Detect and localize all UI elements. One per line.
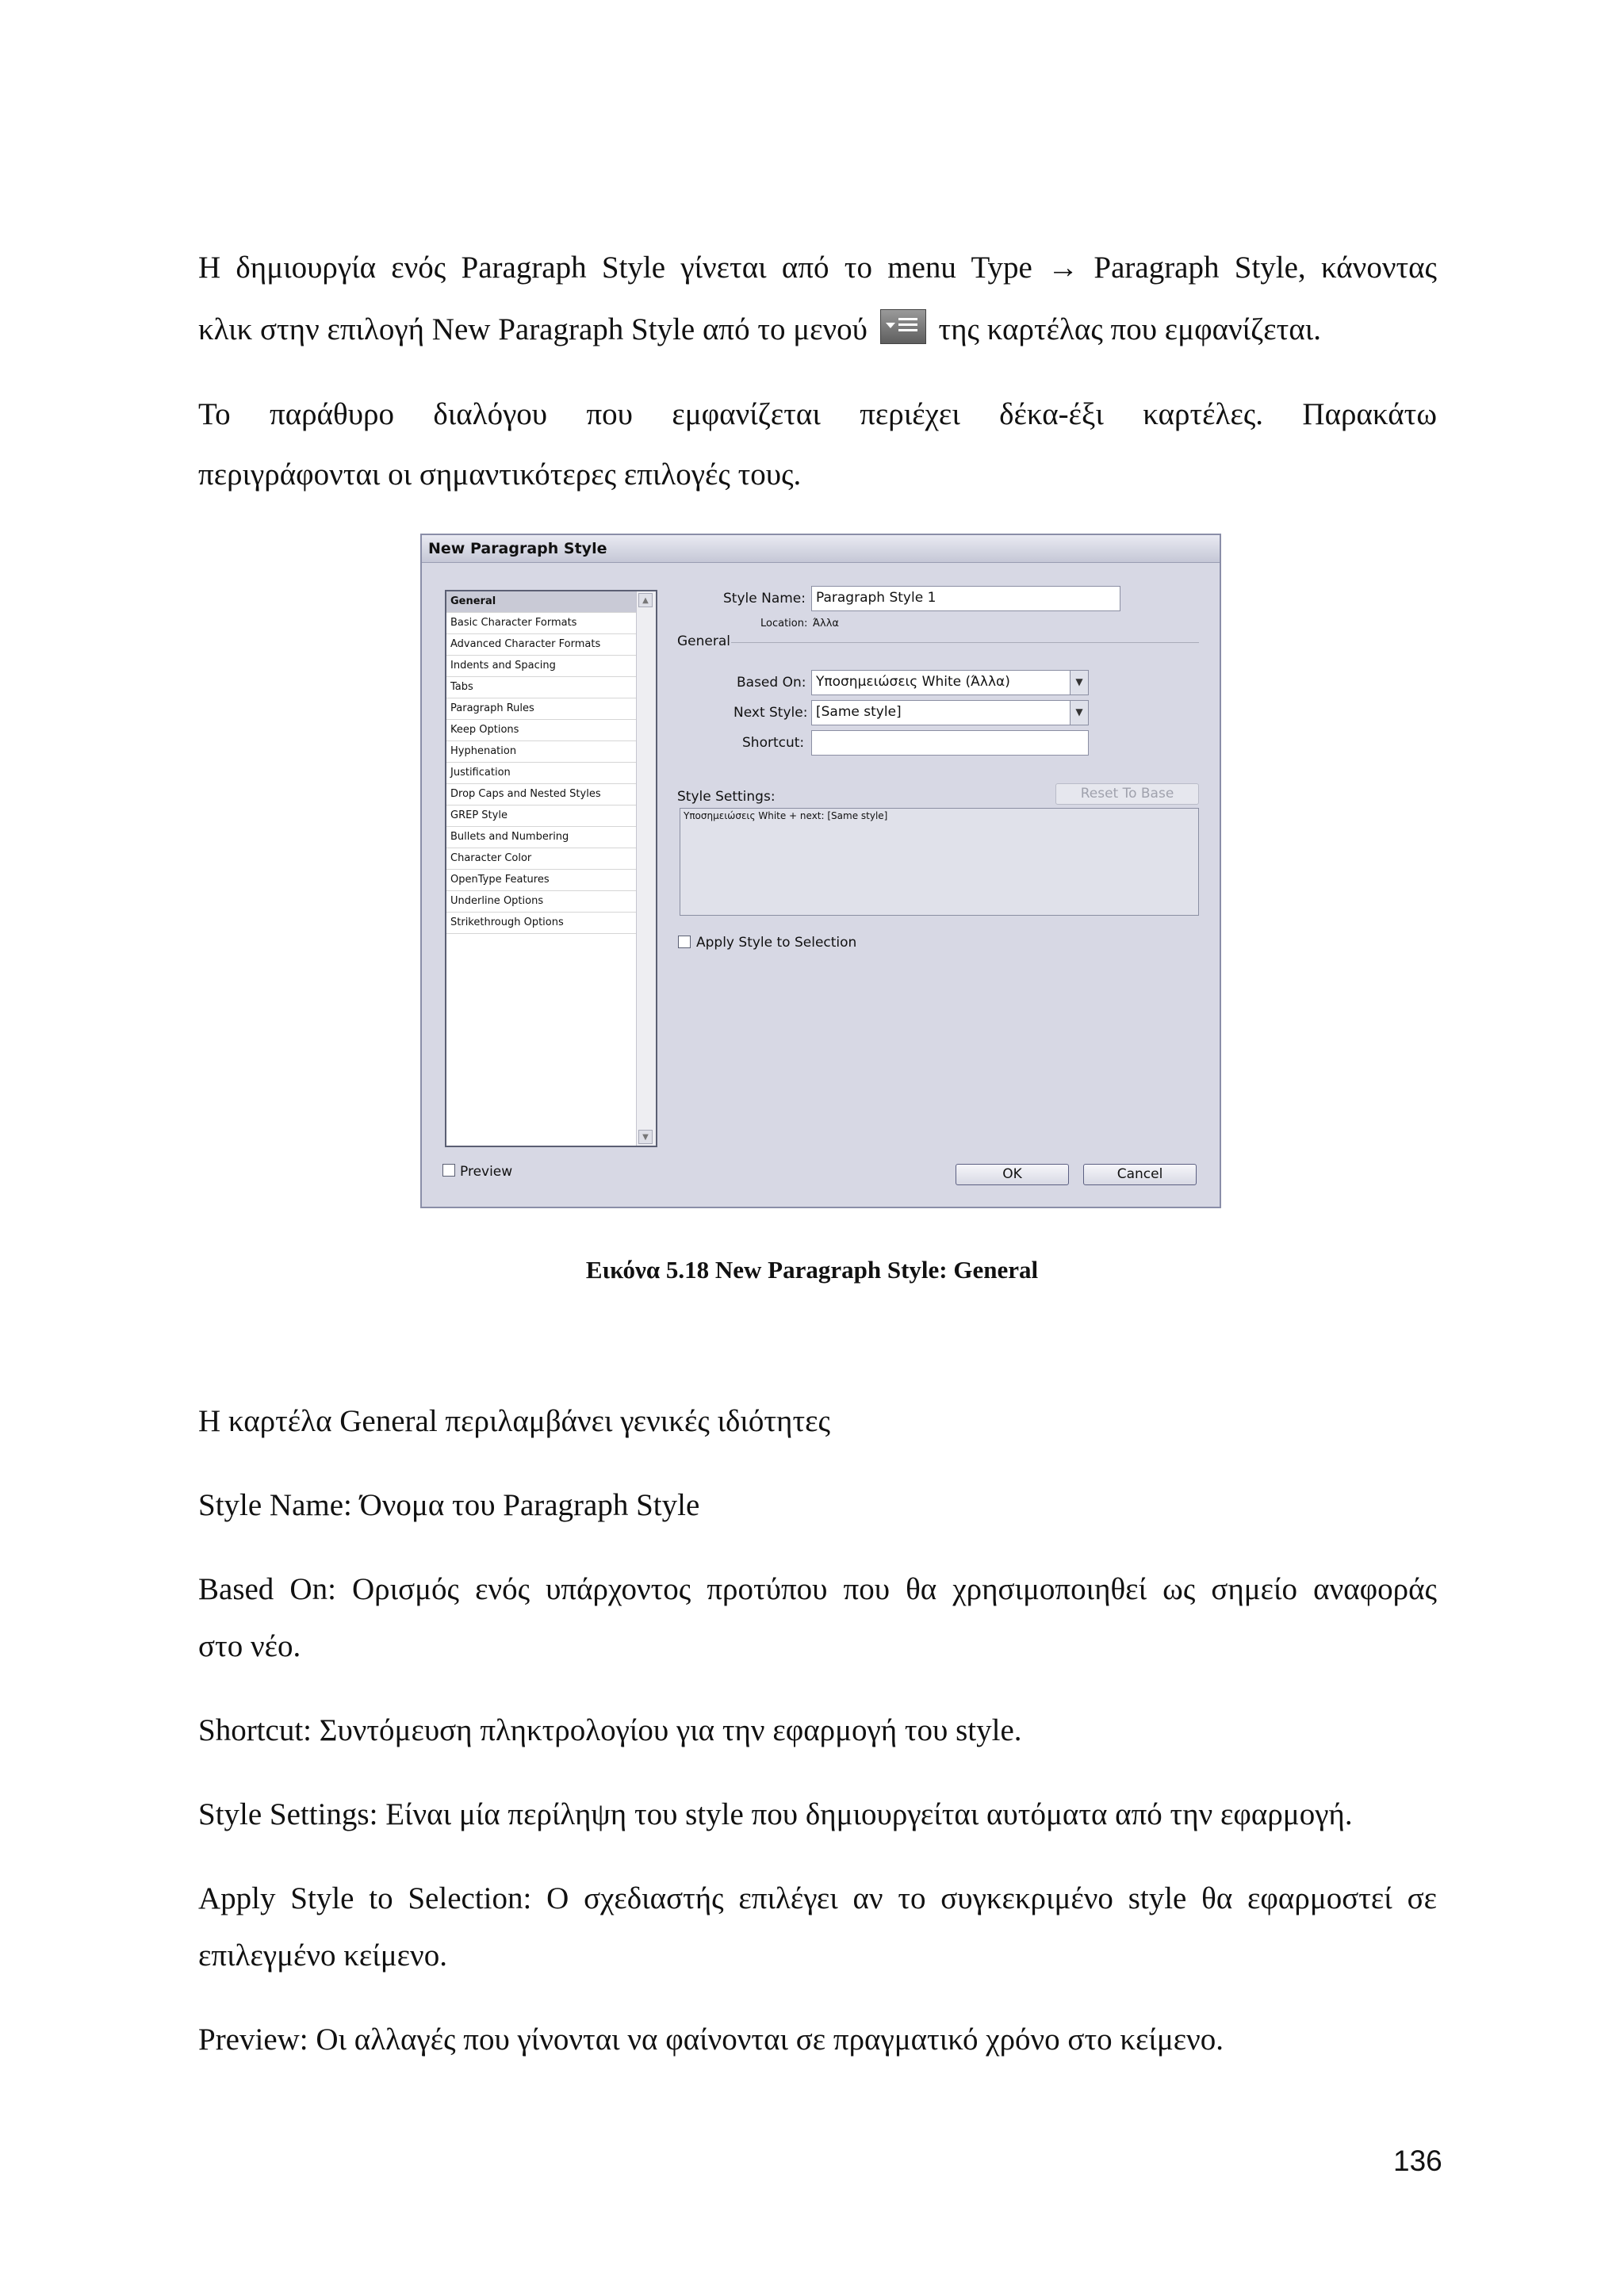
category-item[interactable]: Keep Options (446, 720, 638, 741)
intro-line-1: Η δημιουργία ενός Paragraph Style γίνεται από το menu Type → Paragraph Style, κάνοντας (198, 251, 1437, 285)
body-shortcut: Shortcut: Συντόμευση πληκτρολογίου για την εφαρμογή του style. (198, 1713, 1022, 1747)
body-preview: Preview: Οι αλλαγές που γίνονται να φαίνονται σε πραγματικό χρόνο στο κείμενο. (198, 2022, 1224, 2057)
style-name-input[interactable]: Paragraph Style 1 (811, 586, 1120, 611)
body-general: Η καρτέλα General περιλαμβάνει γενικές ιδιότητες (198, 1404, 830, 1438)
category-item[interactable]: Bullets and Numbering (446, 827, 638, 848)
category-item[interactable]: Paragraph Rules (446, 698, 638, 720)
category-item[interactable]: Underline Options (446, 891, 638, 913)
chevron-down-icon[interactable]: ▼ (1070, 701, 1088, 725)
intro-p2-line-1: Το παράθυρο διαλόγου που εμφανίζεται περιέχει δέκα-έξι καρτέλες. Παρακάτω (198, 397, 1437, 431)
scroll-down-icon[interactable]: ▼ (638, 1130, 653, 1144)
intro-line-2 (198, 299, 1437, 361)
style-settings-text: Υποσημειώσεις White + next: [Same style] (684, 810, 888, 821)
reset-to-base-button[interactable]: Reset To Base (1055, 783, 1199, 805)
figure-caption: Εικόνα 5.18 New Paragraph Style: General (585, 1256, 1039, 1284)
category-item[interactable]: Hyphenation (446, 741, 638, 763)
apply-style-label: Apply Style to Selection (696, 935, 857, 951)
shortcut-label: Shortcut: (742, 735, 805, 751)
body-based-on-line-2: στο νέο. (198, 1629, 301, 1663)
next-style-value: [Same style] (816, 704, 902, 720)
scroll-up-icon[interactable]: ▲ (638, 593, 653, 607)
panel-menu-icon (880, 309, 926, 344)
body-based-on-line-1: Based On: Ορισμός ενός υπάρχοντος προτύπου που θα χρησιμοποιηθεί ως σημείο αναφοράς (198, 1572, 1437, 1606)
style-settings-label: Style Settings: (677, 789, 776, 805)
based-on-label: Based On: (737, 675, 806, 691)
category-list (445, 590, 657, 1147)
category-item[interactable]: Justification (446, 763, 638, 784)
body-style-name: Style Name: Όνομα του Paragraph Style (198, 1488, 700, 1522)
intro-line-2-before: κλικ στην επιλογή New Paragraph Style από το μενού (198, 312, 868, 346)
based-on-value: Υποσημειώσεις White (Άλλα) (816, 674, 1010, 690)
body-apply-line-2: επιλεγμένο κείμενο. (198, 1938, 447, 1973)
style-settings-box (680, 808, 1199, 916)
intro-p2-line-2: περιγράφονται οι σημαντικότερες επιλογές τους. (198, 457, 802, 492)
preview-label: Preview (460, 1164, 513, 1180)
location-label: Location: (760, 618, 808, 629)
based-on-select[interactable] (811, 670, 1089, 695)
category-item[interactable]: Basic Character Formats (446, 613, 638, 634)
cancel-button[interactable]: Cancel (1083, 1164, 1197, 1185)
body-style-settings: Style Settings: Είναι μία περίληψη του style που δημιουργείται αυτόματα από την εφαρμογή. (198, 1797, 1353, 1831)
category-item[interactable]: Strikethrough Options (446, 913, 638, 934)
next-style-label: Next Style: (733, 705, 808, 721)
next-style-select[interactable] (811, 700, 1089, 725)
intro-line-2-after: της καρτέλας που εμφανίζεται. (938, 312, 1322, 346)
section-heading: General (677, 633, 730, 649)
location-value: Άλλα (813, 618, 839, 629)
page-number: 136 (1393, 2145, 1442, 2177)
style-name-label: Style Name: (723, 591, 806, 607)
dialog-title: New Paragraph Style (422, 535, 1220, 563)
category-item[interactable]: Character Color (446, 848, 638, 870)
category-item[interactable]: GREP Style (446, 806, 638, 827)
category-item[interactable]: Indents and Spacing (446, 656, 638, 677)
category-item[interactable]: General (446, 591, 638, 613)
chevron-down-icon[interactable]: ▼ (1070, 671, 1088, 695)
category-item[interactable]: Tabs (446, 677, 638, 698)
section-divider (731, 642, 1199, 643)
category-scrollbar[interactable] (636, 591, 656, 1146)
category-item[interactable]: Drop Caps and Nested Styles (446, 784, 638, 806)
ok-button[interactable]: OK (956, 1164, 1069, 1185)
new-paragraph-style-dialog (420, 534, 1221, 1208)
shortcut-input[interactable] (811, 730, 1089, 756)
apply-style-checkbox[interactable] (678, 936, 691, 948)
preview-checkbox[interactable] (442, 1164, 455, 1177)
category-item[interactable]: Advanced Character Formats (446, 634, 638, 656)
category-item[interactable]: OpenType Features (446, 870, 638, 891)
body-apply-line-1: Apply Style to Selection: Ο σχεδιαστής επιλέγει αν το συγκεκριμένο style θα εφαρμοστεί σε (198, 1881, 1437, 1915)
